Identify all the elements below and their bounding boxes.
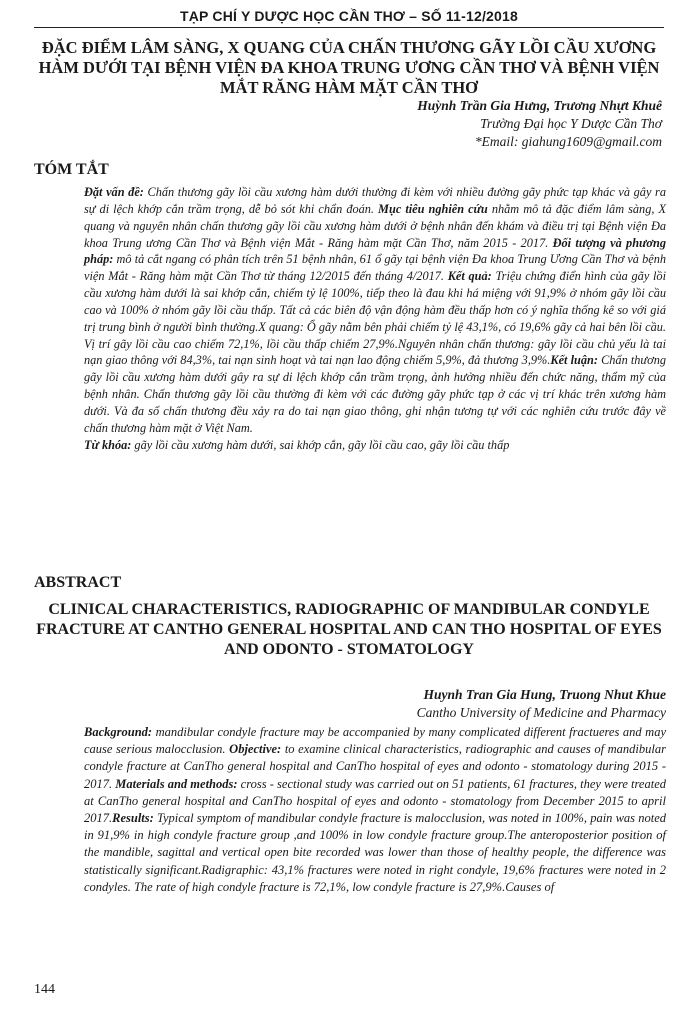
- label-background-vn: Đặt vấn đề:: [84, 185, 144, 199]
- label-methods-en: Materials and methods:: [112, 776, 238, 791]
- english-affiliation: Cantho University of Medicine and Pharmacy: [416, 705, 666, 720]
- page-number: 144: [34, 982, 55, 997]
- keywords-line: [84, 437, 666, 454]
- abstract-heading: ABSTRACT: [34, 574, 122, 591]
- text-background-en: mandibular condyle fracture may be accompanied by many complicated different fractueres and may cause serious malocclusion.: [84, 725, 666, 757]
- english-abstract-body: [84, 724, 666, 896]
- english-authors: Huynh Tran Gia Hung, Truong Nhut Khue: [423, 687, 666, 702]
- vietnamese-authors: Huỳnh Trần Gia Hưng, Trương Nhựt Khuê: [417, 98, 662, 113]
- text-objective-vn: nhằm mô tả đặc điểm lâm sàng, X quang và nguyên nhân chấn thương gãy lồi cầu xương hàm dưới ở bệnh nhân đến khám và điều trị tại Bệnh viện Đa khoa Trung ương Cần Thơ và Bệnh viện Mắt - Răng hàm mặt Cần Thơ, năm 2015 - 2017.: [84, 201, 666, 250]
- label-objective-en: Objective:: [225, 742, 282, 757]
- text-results-en: Typical symptom of mandibular condyle fracture is malocclusion, was noted in 100%, pain was noted in 91,9% in high condyle fracture group ,and 100% in low condyle fracture group.The anteroposterior position of the mandible, sagittal and vertical open bite recorded was lower than those of healthy people, the difference was statistically significant.Radigraphic: 43,1% fractures were noted in right condyle, 19,6% fractures were noted in 2 condyles. The rate of high condyle fracture is 72,1%, low condyle fracture is 27,9%.Causes of: [84, 811, 666, 894]
- label-results-vn: Kết quả:: [443, 269, 492, 284]
- label-results-en: Results:: [112, 811, 154, 826]
- english-article-title: CLINICAL CHARACTERISTICS, RADIOGRAPHIC OF MANDIBULAR CONDYLE FRACTURE AT CANTHO GENERAL HOSPITAL AND CAN THO HOSPITAL OF EYES AND ODONTO - STOMATOLOGY: [36, 601, 662, 658]
- text-objective-en: to examine clinical characteristics, radiographic and causes of mandibular condyle fracture at CanTho general hospital and CanTho hospital of eyes and odonto - stomatology during 2015 - 2017.: [84, 742, 666, 791]
- vietnamese-abstract-body: [84, 184, 666, 454]
- label-conclusion-vn: Kết luận:: [550, 353, 598, 368]
- vietnamese-article-title: ĐẶC ĐIỂM LÂM SÀNG, X QUANG CỦA CHẤN THƯƠNG GÃY LỒI CẦU XƯƠNG HÀM DƯỚI TẠI BỆNH VIỆN ĐA KHOA TRUNG ƯƠNG CẦN THƠ VÀ BỆNH VIỆN MẮT RĂNG HÀM MẶT CẦN THƠ: [38, 38, 660, 97]
- vietnamese-affiliation: Trường Đại học Y Dược Cần Thơ: [480, 116, 662, 131]
- label-objective-vn: Mục tiêu nghiên cứu: [374, 201, 488, 216]
- author-email: *Email: giahung1609@gmail.com: [474, 134, 662, 149]
- label-methods-vn: Đối tượng và phương pháp:: [84, 235, 666, 267]
- text-methods-en: cross - sectional study was carried out on 51 patients, 61 fractures, they were treated at CanTho general hospital and CanTho hospital of eyes and odonto - stomatology from December 2015 to april 2017.: [84, 776, 666, 826]
- text-methods-vn: mô tả cắt ngang có phân tích trên 51 bệnh nhân, 61 ổ gãy tại bệnh viện Đa khoa Trung Ương Cần Thơ và bệnh viện Mắt - Răng hàm mặt Cần Thơ từ tháng 12/2015 đến tháng 4/2017.: [84, 252, 666, 284]
- label-background-en: Background:: [84, 725, 153, 739]
- text-conclusion-vn: Chấn thương gãy lồi cầu xương hàm dưới gây ra sự di lệch khớp cắn trầm trọng, ảnh hưởng nhiều đến chức năng, thẩm mỹ của bệnh nhân. Chấn thương gãy lồi cầu thường đi kèm với các đường gãy phức tạp ở các vị trí khác trên xương hàm dưới. Và đa số chấn thương đều xảy ra do tai nạn giao thông, ghi nhận tương tự với các nghiên cứu trước đây về chấn thương hàm mặt ở Việt Nam.: [84, 353, 666, 435]
- journal-running-header: TẠP CHÍ Y DƯỢC HỌC CẦN THƠ – SỐ 11-12/2018: [34, 8, 664, 28]
- text-results-vn: Triệu chứng điển hình của gãy lồi cầu xương hàm dưới là sai khớp cắn, chiếm tỷ lệ 100%, tiếp theo là đau khi há miệng với 91,9% ở nhóm gãy lồi cầu cao và 100% ở nhóm gãy lồi cầu thấp. Tất cả các biên độ vận động hàm đều thấp hơn có ý nghĩa thống kê so với giá trị trung bình ở người bình thường.X quang: Ổ gãy nằm bên phải chiếm tỷ lệ 43,1%, có 19,6% gãy cả hai bên lồi cầu. Vị trí gãy lồi cầu cao chiếm 72,1%, lồi cầu thấp chiếm 27,9%.Nguyên nhân chấn thương: gãy lồi cầu chủ yếu là tai nạn giao thông với 84,3%, tai nạn sinh hoạt và tai nạn lao động chiếm 5,9%, đả thương 3,9%.: [84, 269, 666, 368]
- text-background-vn: Chấn thương gãy lồi cầu xương hàm dưới thường đi kèm với nhiều đường gãy phức tạp khác và gây ra sự di lệch khớp cắn trầm trọng, dễ bỏ sót khi chẩn đoán.: [84, 185, 666, 216]
- text-keywords: gãy lồi cầu xương hàm dưới, sai khớp cắn, gãy lồi cầu cao, gãy lồi cầu thấp: [131, 437, 510, 452]
- label-keywords: Từ khóa:: [84, 437, 132, 452]
- tom-tat-heading: TÓM TẮT: [34, 161, 109, 178]
